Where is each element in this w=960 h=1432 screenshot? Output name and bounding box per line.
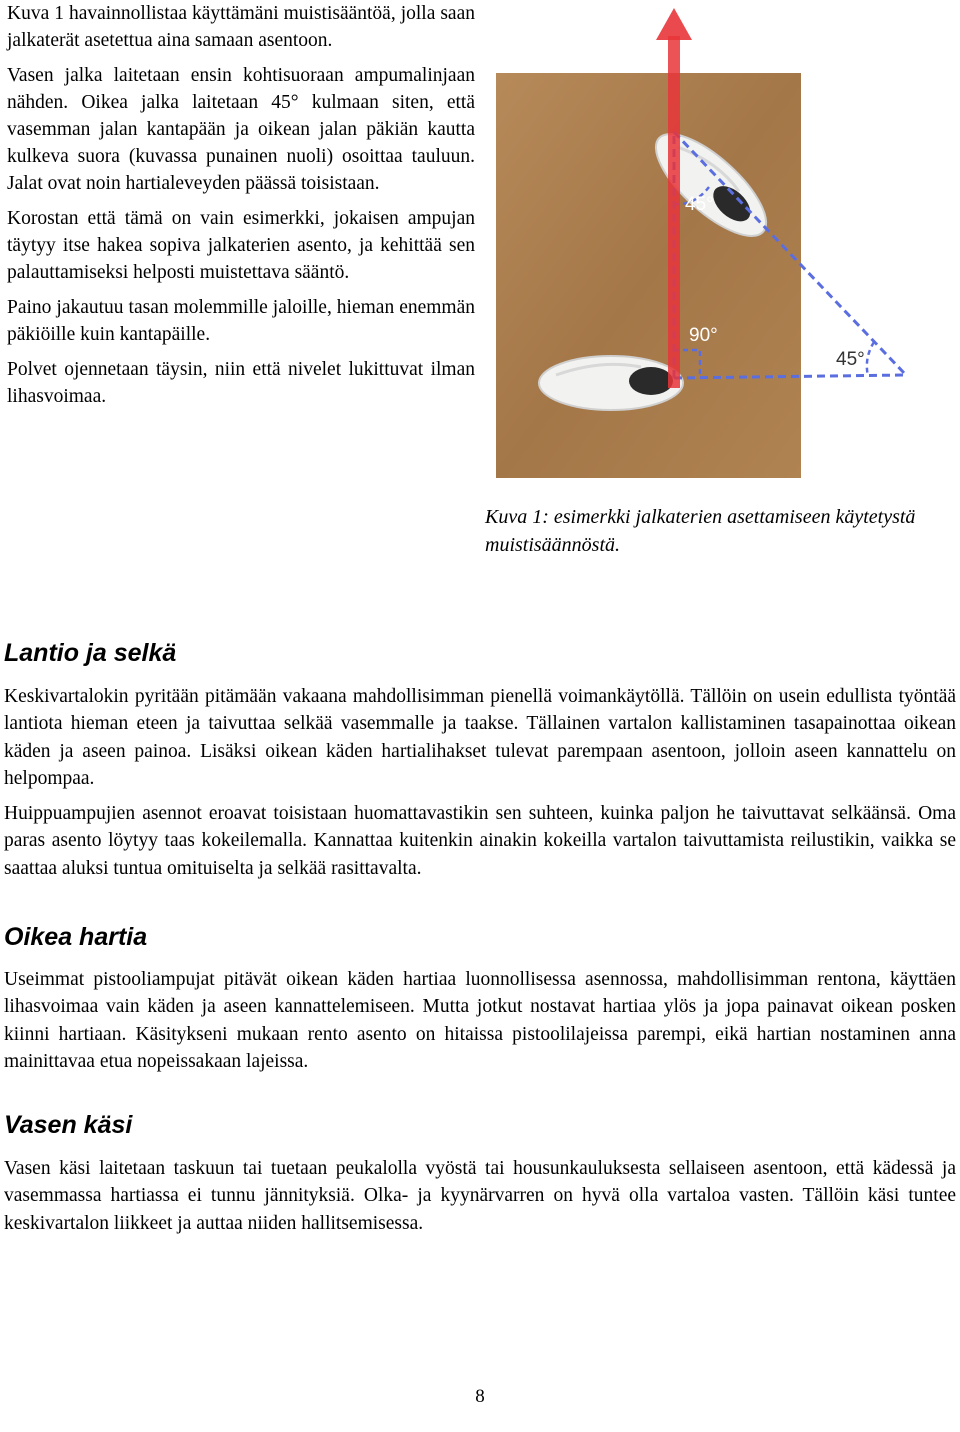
vasen-kasi-paragraph-1: Vasen käsi laitetaan taskuun tai tuetaan peukalolla vyöstä tai housunkauluksesta sellaiseen asentoon, että kädessä ja vasemmassa hartiassa ei tunnu jännityksiä. Olka- ja kyynärvarren on hyvä olla vartaloa vasten. Tällöin käsi tuntee keskivartalon liikkeet ja auttaa niiden hallitsemisessa.: [4, 1158, 956, 1234]
section-heading-lantio: Lantio ja selkä: [4, 639, 177, 667]
section-heading-oikea-hartia: Oikea hartia: [4, 923, 148, 951]
section-heading-vasen-kasi: Vasen käsi: [4, 1111, 133, 1139]
figure-overlay: [496, 0, 960, 480]
intro-paragraph-4: Paino jakautuu tasan molemmille jaloille, hieman enemmän päkiöille kuin kantapäille.: [7, 297, 475, 345]
right-angle-arc: [867, 342, 874, 376]
intro-paragraph-1: Kuva 1 havainnollistaa käyttämäni muistisääntöä, jolla saan jalkaterät asetettua aina samaan asentoon.: [7, 3, 475, 51]
figure-caption: Kuva 1: esimerkki jalkaterien asettamiseen käytetystä muistisäännöstä.: [485, 506, 916, 556]
lantio-paragraph-2: Huippuampujien asennot eroavat toisistaan huomattavastikin sen suhteen, kuinka paljon he taivuttavat selkäänsä. Oma paras asento löytyy taas kokeilemalla. Kannattaa kuitenkin ainakin kokeilla vartalon taivuttamista reilustikin, vaikka se saattaa aluksi tuntua omituiselta ja selkää rasittavalta.: [4, 803, 956, 879]
target-arrow-shaft: [668, 36, 680, 388]
section-body-oikea-hartia: [4, 966, 956, 1083]
page-number: 8: [475, 1386, 485, 1407]
angle-label-middle: 90°: [689, 325, 718, 346]
section-body-vasen-kasi: [4, 1155, 956, 1245]
floor-surface: [496, 73, 801, 478]
angle-label-top: 45°: [685, 194, 714, 215]
intro-column: [7, 0, 475, 418]
oikea-hartia-paragraph-1: Useimmat pistooliampujat pitävät oikean käden hartiaa luonnollisessa asennossa, mahdollisimman rentona, käyttäen lihasvoimaa vain käden ja aseen kannattelemiseen. Mutta jotkut nostavat hartiaa ylös ja jopa painavat oikean posken kiinni hartiaan. Käsitykseni mukaan rento asento on hitaissa pistoolilajeissa parempi, eikä hartian nostaminen anna mainittavaa etua nopeissakaan lajeissa.: [4, 969, 956, 1072]
intro-paragraph-3: Korostan että tämä on vain esimerkki, jokaisen ampujan täytyy itse hakea sopiva jalkaterien asento, ja kehittää sen palauttamiseksi helposti muistettava sääntö.: [7, 208, 475, 283]
section-body-lantio: [4, 683, 956, 890]
intro-paragraph-5: Polvet ojennetaan täysin, niin että nivelet lukittuvat ilman lihasvoimaa.: [7, 359, 475, 407]
target-arrow-head: [656, 8, 692, 40]
angle-label-right: 45°: [836, 349, 865, 370]
intro-paragraph-2: Vasen jalka laitetaan ensin kohtisuoraan ampumalinjaan nähden. Oikea jalka laitetaan 45° kulmaan siten, että vasemman jalan kantapään ja oikean jalan päkiän kautta kulkeva suora (kuvassa punainen nuoli) osoittaa tauluun. Jalat ovat noin hartialeveyden päässä toisistaan.: [7, 65, 475, 194]
feet-figure: [496, 0, 960, 480]
lantio-paragraph-1: Keskivartalokin pyritään pitämään vakaana mahdollisimman pienellä voimankäytöllä. Tällöin on usein edullista työntää lantiota hieman eteen ja taivuttaa selkää vasemmalle ja taakse. Tällainen vartalon kallistaminen tasapainottaa oikean käden ja aseen painoa. Lisäksi oikean käden hartialihakset tulevat parempaan asentoon, jolloin aseen kannattelu on helpompaa.: [4, 686, 956, 789]
left-shoe: [539, 356, 683, 410]
